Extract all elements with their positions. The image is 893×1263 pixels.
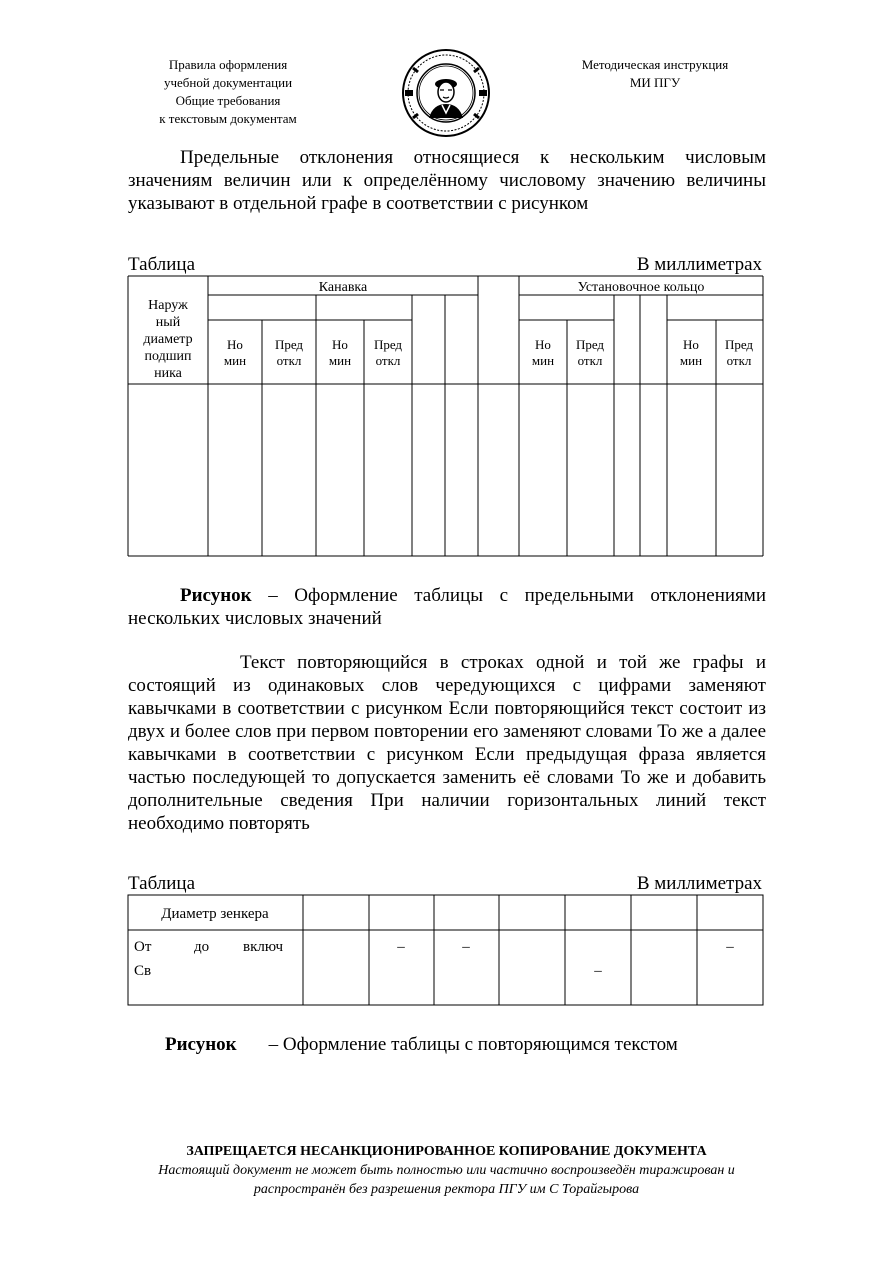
figure-2-text: – Оформление таблицы с повторяющимся текстом (268, 1034, 678, 1055)
table-2-units: В миллиметрах (636, 873, 762, 894)
footer (100, 1143, 793, 1199)
header-left-line: учебной документации (163, 75, 293, 90)
table-2-dash: – (462, 939, 470, 955)
table-2-header-cell: Диаметр зенкера (161, 906, 269, 922)
table-1-nom-label: Но (332, 337, 348, 352)
table-2-title: Таблица (128, 873, 196, 894)
footer-notice-line: распространён без разрешения ректора ПГУ им С Торайгырова (253, 1182, 640, 1197)
table-1-nom-label: мин (223, 353, 247, 368)
table-2-row-from: От (134, 939, 152, 955)
table-1-group-ring: Установочное кольцо (577, 280, 705, 295)
figure-1-label: Рисунок (180, 585, 252, 606)
footer-notice-line: Настоящий документ не может быть полностью или частично воспроизведён тиражирован и (158, 1163, 735, 1178)
table-1-pred-label: откл (726, 353, 752, 368)
header-right-line: МИ ПГУ (629, 75, 681, 90)
paragraph-2 (128, 651, 766, 835)
table-1-nom-label: Но (227, 337, 243, 352)
table-1-nom-label: мин (531, 353, 555, 368)
table-1-nom-label: Но (535, 337, 551, 352)
table-1-nom-label: мин (679, 353, 703, 368)
table-1-pred-label: Пред (274, 337, 304, 352)
figure-2-caption (165, 1033, 765, 1056)
table-1-pred-label: откл (375, 353, 401, 368)
table-2-caption (128, 874, 762, 894)
table-1-first-col-line: Наруж (148, 298, 188, 313)
header-left-line: Общие требования (175, 93, 281, 108)
figure-2-label: Рисунок (165, 1034, 237, 1055)
table-2-row-incl: включ (243, 939, 284, 955)
table-1-nom-label: Но (683, 337, 699, 352)
header-left (128, 56, 328, 128)
table-1-title: Таблица (128, 254, 196, 275)
header-left-line: Правила оформления (168, 57, 288, 72)
figure-1-caption (128, 584, 766, 630)
paragraph-2-text: Текст повторяющийся в строках одной и той же графы и состоящий из одинаковых слов чередующихся с цифрами заменяют кавычками в соответствии с рисунком Если повторяющийся текст состоит из двух и более слов при первом повторении его заменяют словами То же а далее кавычками в соответствии с рисунком Если предыдущая фраза является частью последующей то допускается заменить её словами То же и добавить дополнительные сведения При наличии горизонтальных линий текст необходимо повторять (128, 652, 766, 834)
table-1-units: В миллиметрах (636, 254, 762, 275)
table-1-first-col-line: ника (154, 366, 182, 381)
paragraph-1-text: Предельные отклонения относящиеся к нескольким числовым значениям величин или к определённому числовому значению величины указывают в отдельной графе в соответствии с рисунком (128, 147, 766, 214)
table-1-pred-label: Пред (373, 337, 403, 352)
table-2-row-sv: Св (134, 963, 152, 979)
table-1-first-col-line: ный (155, 315, 181, 330)
figure-1-text: – Оформление таблицы с предельными отклонениями нескольких числовых значений (128, 585, 766, 629)
university-seal-logo (401, 48, 491, 138)
table-1-first-col-line: диаметр (143, 332, 193, 347)
table-1 (126, 274, 766, 560)
header-right (560, 56, 750, 92)
table-2-dash: – (594, 963, 602, 979)
table-1-pred-label: откл (577, 353, 603, 368)
table-2-dash: – (397, 939, 405, 955)
table-1-group-canal: Канавка (318, 280, 368, 295)
table-1-pred-label: Пред (724, 337, 754, 352)
table-1-caption (128, 255, 762, 275)
paragraph-1 (128, 146, 766, 215)
table-2-dash: – (726, 939, 734, 955)
header-left-line: к текстовым документам (159, 111, 297, 126)
table-2 (126, 893, 766, 1009)
table-1-pred-label: откл (276, 353, 302, 368)
table-2-row-to: до (194, 939, 210, 955)
table-1-first-col-line: подшип (144, 349, 192, 364)
footer-warning: ЗАПРЕЩАЕТСЯ НЕСАНКЦИОНИРОВАННОЕ КОПИРОВАНИЕ ДОКУМЕНТА (186, 1144, 707, 1159)
header-right-line: Методическая инструкция (581, 57, 729, 72)
table-1-pred-label: Пред (575, 337, 605, 352)
table-1-nom-label: мин (328, 353, 352, 368)
